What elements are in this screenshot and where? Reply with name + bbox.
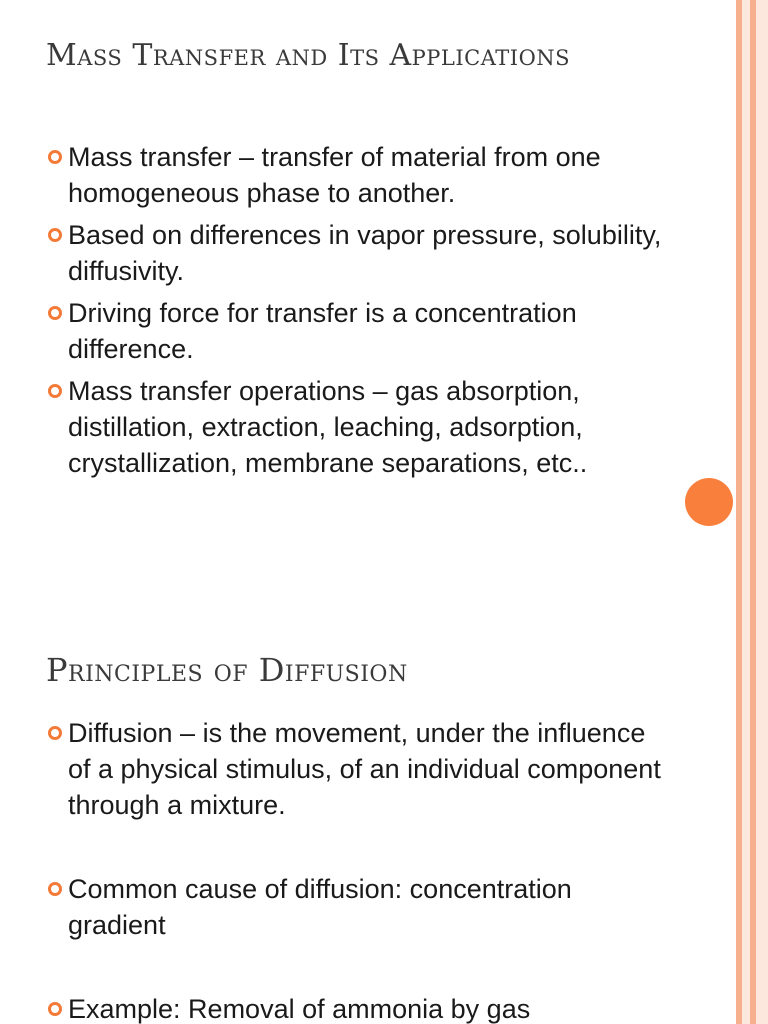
slide-principles-of-diffusion xyxy=(0,620,740,1024)
hollow-circle-bullet-icon xyxy=(48,384,62,398)
orange-dot-icon xyxy=(685,478,733,526)
hollow-circle-bullet-icon xyxy=(48,726,62,740)
hollow-circle-bullet-icon xyxy=(48,1002,62,1016)
hollow-circle-bullet-icon xyxy=(48,150,62,164)
bullet-text: Common cause of diffusion: concentration gradient xyxy=(68,874,572,940)
bullet-item xyxy=(0,139,668,211)
bullet-text: Diffusion – is the movement, under the influence of a physical stimulus, of an individual component through a mixture. xyxy=(68,718,661,820)
bullet-text: Mass transfer operations – gas absorption, distillation, extraction, leaching, adsorption, crystallization, membrane separations, etc.. xyxy=(68,376,588,478)
bullet-item xyxy=(0,295,668,367)
bullet-item xyxy=(0,217,668,289)
bullet-item xyxy=(0,871,668,943)
slide-title: Principles of Diffusion xyxy=(46,651,408,689)
bullet-list xyxy=(0,139,700,487)
bullet-item xyxy=(0,373,668,481)
slide-title: Mass Transfer and Its Applications xyxy=(46,38,571,73)
bullet-list xyxy=(0,715,700,1024)
bullet-text: Mass transfer – transfer of material from one homogeneous phase to another. xyxy=(68,142,601,208)
bullet-item xyxy=(0,715,668,823)
hollow-circle-bullet-icon xyxy=(48,882,62,896)
border-stripe xyxy=(756,0,768,1024)
bullet-text: Example: Removal of ammonia by gas xyxy=(68,994,531,1024)
hollow-circle-bullet-icon xyxy=(48,306,62,320)
bullet-item xyxy=(0,991,668,1024)
hollow-circle-bullet-icon xyxy=(48,228,62,242)
bullet-text: Based on differences in vapor pressure, solubility, diffusivity. xyxy=(68,220,662,286)
bullet-text: Driving force for transfer is a concentration difference. xyxy=(68,298,577,364)
border-stripe xyxy=(742,0,750,1024)
